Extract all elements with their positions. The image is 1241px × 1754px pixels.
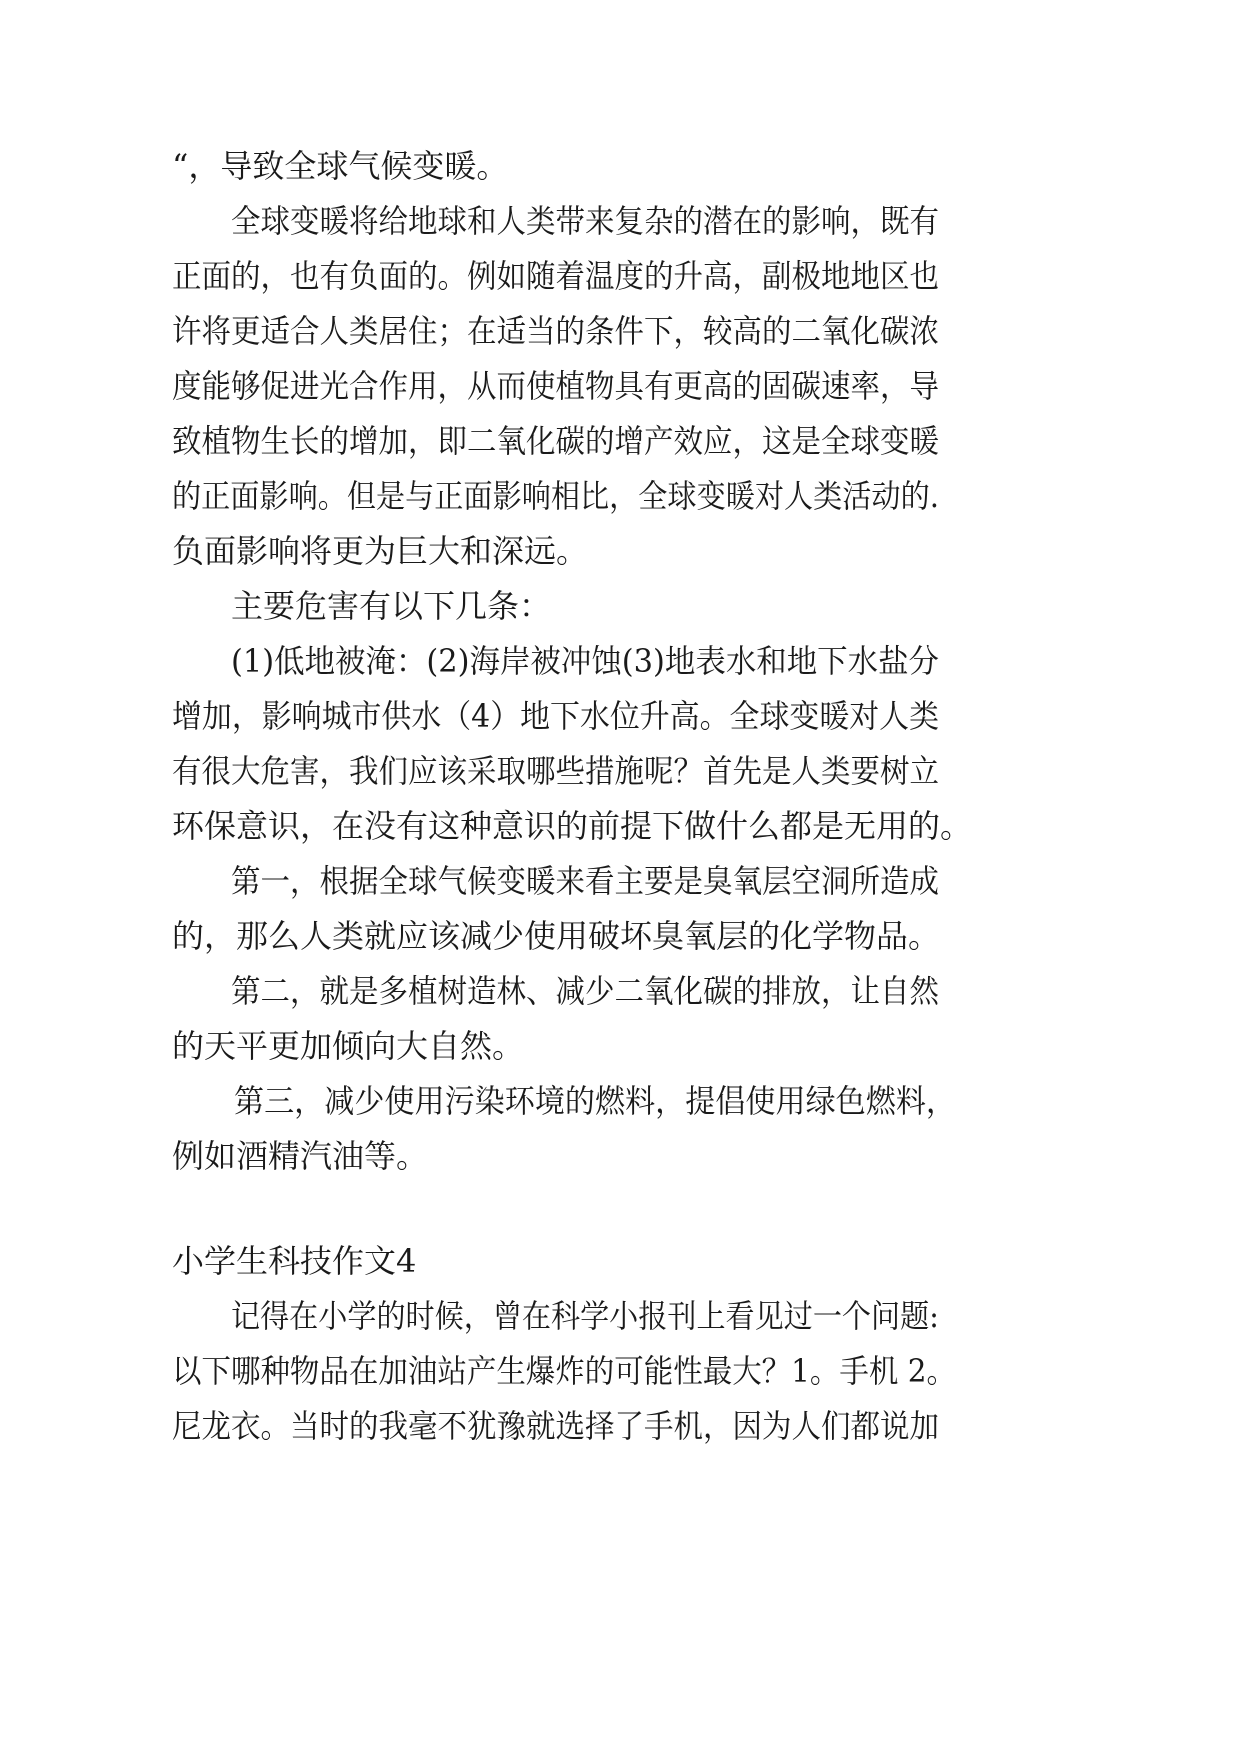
text-line — [0, 1073, 1241, 1129]
text-line-content: 第一，根据全球气候变暖来看主要是臭氧层空洞所造成 — [231, 862, 939, 900]
text-line-content: 增加，影响城市供水（4）地下水位升高。全球变暖对人类 — [172, 697, 939, 735]
text-line — [0, 688, 1241, 744]
text-line-content: 致植物生长的增加，即二氧化碳的增产效应，这是全球变暖 — [172, 422, 939, 460]
text-line-content: 有很大危害，我们应该采取哪些措施呢？首先是人类要树立 — [172, 752, 939, 790]
text-line — [0, 1343, 1241, 1399]
text-line-content: “，导致全球气候变暖。 — [172, 147, 509, 185]
text-line — [0, 798, 1241, 854]
text-line-content: 度能够促进光合作用，从而使植物具有更高的固碳速率，导 — [172, 367, 939, 405]
text-line — [0, 1288, 1241, 1344]
text-line-content: 正面的，也有负面的。例如随着温度的升高，副极地地区也 — [172, 257, 939, 295]
text-line — [0, 743, 1241, 799]
text-line — [0, 963, 1241, 1019]
text-line — [0, 303, 1241, 359]
text-line-content: 的正面影响。但是与正面影响相比，全球变暖对人类活动的. — [172, 477, 939, 515]
text-line — [0, 468, 1241, 524]
section-heading — [0, 1233, 1241, 1289]
text-line — [0, 523, 1241, 579]
text-line — [0, 853, 1241, 909]
text-line-content: 记得在小学的时候，曾在科学小报刊上看见过一个问题: — [231, 1297, 939, 1335]
text-line — [0, 1018, 1241, 1074]
text-line-content: 尼龙衣。当时的我毫不犹豫就选择了手机，因为人们都说加 — [172, 1407, 939, 1445]
text-line — [0, 193, 1241, 249]
text-line-content: 以下哪种物品在加油站产生爆炸的可能性最大？1。手机 2。 — [172, 1352, 956, 1390]
text-line — [0, 633, 1241, 689]
text-line-content: 的天平更加倾向大自然。 — [172, 1027, 525, 1065]
text-line-content: 全球变暖将给地球和人类带来复杂的潜在的影响，既有 — [231, 202, 939, 240]
text-line-content: (1)低地被淹：(2)海岸被冲蚀(3)地表水和地下水盐分 — [231, 642, 939, 680]
section-heading-text: 小学生科技作文4 — [172, 1242, 417, 1280]
text-line — [0, 413, 1241, 469]
text-line-content: 第三，减少使用污染环境的燃料，提倡使用绿色燃料， — [234, 1082, 956, 1120]
text-line — [0, 1398, 1241, 1454]
text-line — [0, 138, 1241, 194]
text-line-content: 例如酒精汽油等。 — [172, 1137, 429, 1175]
text-line — [0, 578, 1241, 634]
text-line — [0, 358, 1241, 414]
text-line-content: 第二，就是多植树造林、减少二氧化碳的排放，让自然 — [231, 972, 939, 1010]
text-line — [0, 908, 1241, 964]
text-line-content: 许将更适合人类居住；在适当的条件下，较高的二氧化碳浓 — [172, 312, 939, 350]
text-line-content: 负面影响将更为巨大和深远。 — [172, 532, 589, 570]
text-line-content: 的，那么人类就应该减少使用破坏臭氧层的化学物品。 — [172, 917, 941, 955]
text-line-content: 环保意识，在没有这种意识的前提下做什么都是无用的。 — [172, 807, 973, 845]
text-line — [0, 1128, 1241, 1184]
text-line — [0, 248, 1241, 304]
text-line-content: 主要危害有以下几条： — [231, 587, 552, 625]
